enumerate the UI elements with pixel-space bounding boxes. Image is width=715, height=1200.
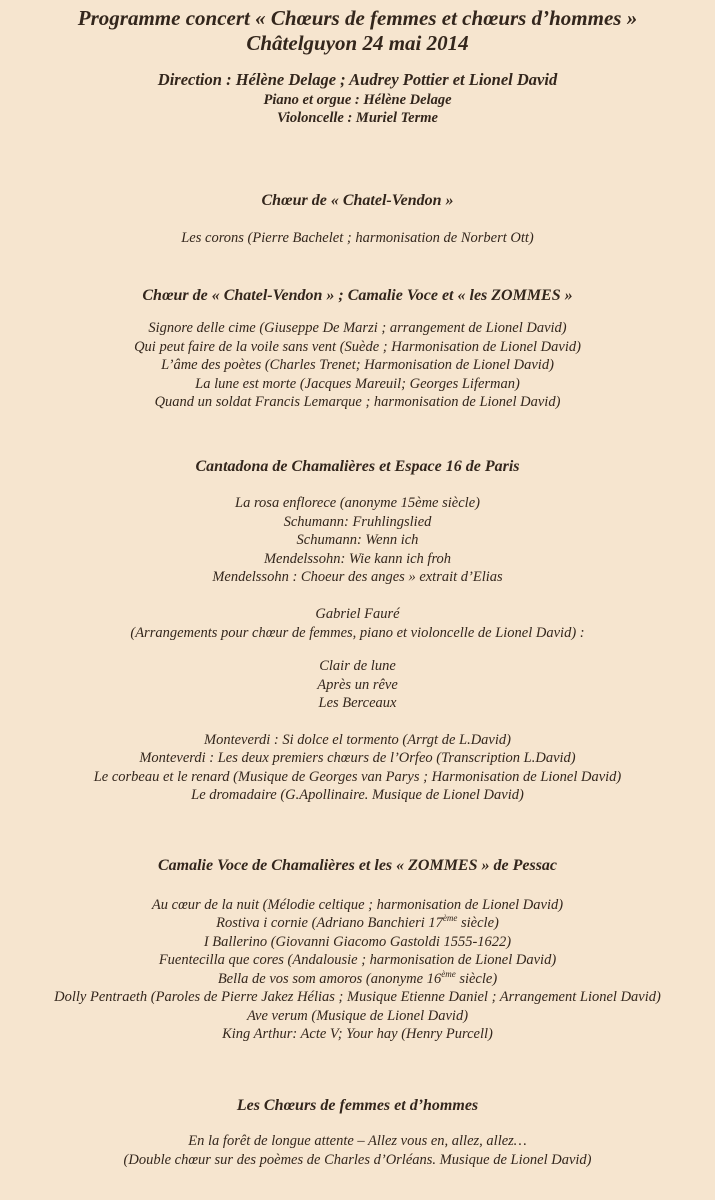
page-subtitle: Châtelguyon 24 mai 2014 <box>246 31 469 55</box>
programme-item: Schumann: Fruhlingslied <box>283 514 432 530</box>
programme-item: La rosa enflorece (anonyme 15ème siècle) <box>235 495 480 511</box>
section-heading: Chœur de « Chatel-Vendon » <box>261 192 454 209</box>
programme-item: Les corons (Pierre Bachelet ; harmonisation de Norbert Ott) <box>181 230 534 246</box>
page-title: Programme concert « Chœurs de femmes et chœurs d’hommes » <box>77 6 638 30</box>
programme-item: Le dromadaire (G.Apollinaire. Musique de Lionel David) <box>191 787 524 803</box>
programme-item: Schumann: Wenn ich <box>296 532 419 548</box>
piano-credit: Piano et orgue : Hélène Delage <box>263 92 452 108</box>
direction-credit: Direction : Hélène Delage ; Audrey Pottier et Lionel David <box>157 70 558 89</box>
programme-item: Mendelssohn: Wie kann ich froh <box>263 551 452 567</box>
item-text: siècle) <box>455 971 498 987</box>
programme-item: Monteverdi : Si dolce el tormento (Arrgt de L.David) <box>204 732 511 748</box>
ordinal-suffix: ème <box>441 969 456 979</box>
arrangement-note: (Arrangements pour chœur de femmes, piano et violoncelle de Lionel David) : <box>130 625 585 641</box>
item-text: Bella de vos som amoros (anonyme 16 <box>217 971 442 987</box>
programme-item: Après un rêve <box>317 677 398 693</box>
programme-item: Le corbeau et le renard (Musique de Georges van Parys ; Harmonisation de Lionel David) <box>93 769 622 785</box>
programme-item: Ave verum (Musique de Lionel David) <box>246 1008 469 1024</box>
item-text: siècle) <box>457 915 499 931</box>
programme-item: En la forêt de longue attente – Allez vous en, allez, allez… <box>188 1133 527 1149</box>
programme-item: Mendelssohn : Choeur des anges » extrait d’Elias <box>212 569 503 585</box>
programme-item <box>0 969 715 987</box>
item-text: Rostiva i cornie (Adriano Banchieri 17 <box>216 915 443 931</box>
section-heading: Les Chœurs de femmes et d’hommes <box>236 1097 479 1114</box>
programme-item: Dolly Pentraeth (Paroles de Pierre Jakez Hélias ; Musique Etienne Daniel ; Arrangement Lionel David) <box>54 989 661 1005</box>
programme-item: King Arthur: Acte V; Your hay (Henry Purcell) <box>222 1026 493 1042</box>
programme-item: Signore delle cime (Giuseppe De Marzi ; arrangement de Lionel David) <box>148 320 567 336</box>
cello-credit: Violoncelle : Muriel Terme <box>277 110 438 126</box>
programme-item: Les Berceaux <box>318 695 397 711</box>
programme-item <box>0 913 715 931</box>
programme-item: (Double chœur sur des poèmes de Charles d’Orléans. Musique de Lionel David) <box>123 1152 592 1168</box>
programme-item: L’âme des poètes (Charles Trenet; Harmonisation de Lionel David) <box>161 357 554 373</box>
section-heading: Chœur de « Chatel-Vendon » ; Camalie Voce et « les ZOMMES » <box>142 287 573 304</box>
section-heading: Camalie Voce de Chamalières et les « ZOMMES » de Pessac <box>157 857 558 874</box>
programme-item: Clair de lune <box>319 658 396 674</box>
programme-item: I Ballerino (Giovanni Giacomo Gastoldi 1555-1622) <box>203 934 512 950</box>
programme-item: Monteverdi : Les deux premiers chœurs de l’Orfeo (Transcription L.David) <box>139 750 576 766</box>
section-heading: Cantadona de Chamalières et Espace 16 de Paris <box>195 458 520 475</box>
ordinal-suffix: ème <box>442 913 458 923</box>
composer-name: Gabriel Fauré <box>315 606 400 622</box>
programme-item: Fuentecilla que cores (Andalousie ; harmonisation de Lionel David) <box>158 952 557 968</box>
programme-item: La lune est morte (Jacques Mareuil; Georges Liferman) <box>195 376 520 392</box>
programme-item: Qui peut faire de la voile sans vent (Suède ; Harmonisation de Lionel David) <box>134 339 581 355</box>
programme-item: Quand un soldat Francis Lemarque ; harmonisation de Lionel David) <box>154 394 561 410</box>
programme-item: Au cœur de la nuit (Mélodie celtique ; harmonisation de Lionel David) <box>151 897 564 913</box>
